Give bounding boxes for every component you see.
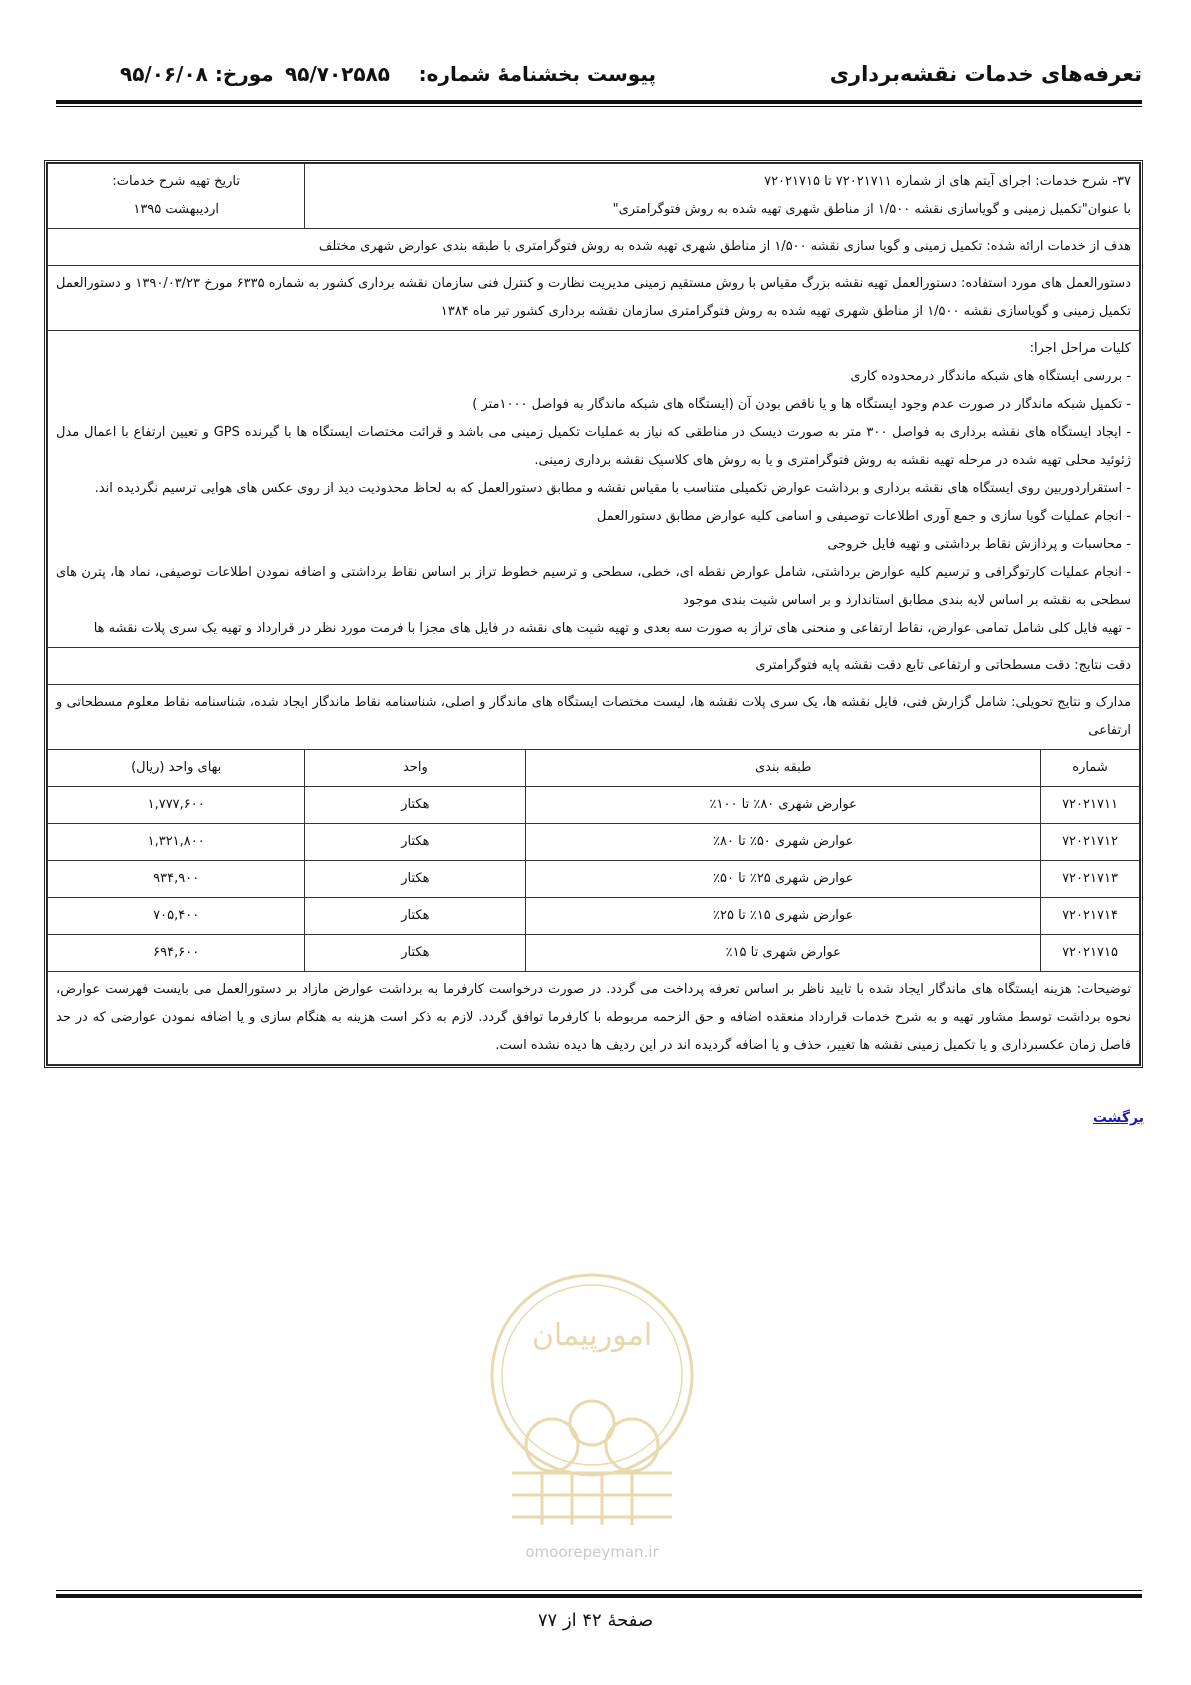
row-unit: هکتار xyxy=(305,898,526,935)
row-price: ۱,۷۷۷,۶۰۰ xyxy=(48,787,305,824)
seal-logo-text: امورپیمان xyxy=(531,1318,653,1353)
row-number: ۷۲۰۲۱۷۱۱ xyxy=(1041,787,1140,824)
row-number: ۷۲۰۲۱۷۱۴ xyxy=(1041,898,1140,935)
goal-cell: هدف از خدمات ارائه شده: تکمیل زمینی و گویا سازی نقشه ۱/۵۰۰ از مناطق شهری تهیه شده به روش فتوگرامتری با طبقه بندی عوارض شهری مختلف xyxy=(48,229,1140,266)
header-rule-thick xyxy=(56,100,1142,104)
row-price: ۱,۳۲۱,۸۰۰ xyxy=(48,824,305,861)
header-classification: طبقه بندی xyxy=(526,750,1041,787)
attachment-label: پیوست بخشنامهٔ شماره: xyxy=(418,62,656,86)
seal-graphic xyxy=(482,1245,702,1565)
step-item: - انجام عملیات کارتوگرافی و ترسیم کلیه عوارض برداشتی، شامل عوارض نقطه ای، خطی، سطحی و ترسیم خطوط تراز بر اساس نقاط برداشتی و اضافه نمودن اطلاعات توصیفی، نماد ها، پترن های سطحی به نقشه بر اساس لایه بندی مطابق استاندارد و بر اساس شیت بندی موجود xyxy=(56,565,1131,608)
page-number: صفحهٔ ۴۲ از ۷۷ xyxy=(537,1610,654,1631)
row-classification: عوارض شهری تا ۱۵٪ xyxy=(526,935,1041,972)
row-classification: عوارض شهری ۵۰٪ تا ۸۰٪ xyxy=(526,824,1041,861)
row-price: ۷۰۵,۴۰۰ xyxy=(48,898,305,935)
row-unit: هکتار xyxy=(305,787,526,824)
step-item: - انجام عملیات گویا سازی و جمع آوری اطلاعات توصیفی و اسامی کلیه عوارض مطابق دستورالعمل xyxy=(596,509,1131,524)
steps-cell xyxy=(48,331,1140,648)
row-classification: عوارض شهری ۱۵٪ تا ۲۵٪ xyxy=(526,898,1041,935)
accuracy-cell: دقت نتایج: دقت مسطحاتی و ارتفاعی تابع دقت نقشه پایه فتوگرامتری xyxy=(48,648,1140,685)
circular-date: مورخ: ۹۵/۰۶/۰۸ xyxy=(120,62,274,86)
circular-number: ۹۵/۷۰۲۵۸۵ xyxy=(285,62,390,86)
steps-title: کلیات مراحل اجرا: xyxy=(1029,341,1131,356)
service-description-box xyxy=(44,160,1143,1068)
step-item: - ایجاد ایستگاه های نقشه برداری به فواصل ۳۰۰ متر به صورت دیسک در مناطقی که نیاز به عملیات تکمیل زمینی می باشد و قرائت مختصات ایستگاه ها با گیرنده GPS و تعیین ارتفاع با اعمال مدل ژئوئید محلی تهیه شده در مرحله تهیه نقشه به روش فتوگرامتری و یا به روش های کلاسیک نقشه برداری زمینی. xyxy=(56,425,1132,468)
footer-rule-thick xyxy=(56,1594,1142,1598)
step-item: - استقراردوربین روی ایستگاه های نقشه برداری و برداشت عوارض تکمیلی متناسب با مقیاس نقشه و مطابق دستورالعمل که به لحاظ محدودیت دید از روی عکس های هوایی ترسیم نگردیده اند. xyxy=(94,481,1131,496)
service-title-line2: با عنوان"تکمیل زمینی و گویاسازی نقشه ۱/۵۰۰ از مناطق شهری تهیه شده به روش فتوگرامتری" xyxy=(612,202,1131,217)
row-price: ۶۹۴,۶۰۰ xyxy=(48,935,305,972)
watermark-seal xyxy=(482,1245,702,1565)
service-date-value: اردیبهشت ۱۳۹۵ xyxy=(133,202,219,217)
service-date-label: تاریخ تهیه شرح خدمات: xyxy=(112,174,240,189)
row-price: ۹۳۴,۹۰۰ xyxy=(48,861,305,898)
service-title-cell xyxy=(305,164,1140,229)
service-table xyxy=(47,163,1140,1065)
instructions-cell: دستورالعمل های مورد استفاده: دستورالعمل تهیه نقشه بزرگ مقیاس با روش مستقیم زمینی مدیریت نظارت و کنترل فنی سازمان نقشه برداری کشور به شماره ۶۳۳۵ مورخ ۱۳۹۰/۰۳/۲۳ و دستورالعمل تکمیل زمینی و گویاسازی نقشه ۱/۵۰۰ از مناطق شهری تهیه شده به روش فتوگرامتری سازمان نقشه برداری کشور تیر ماه ۱۳۸۴ xyxy=(48,266,1140,331)
row-number: ۷۲۰۲۱۷۱۳ xyxy=(1041,861,1140,898)
row-unit: هکتار xyxy=(305,861,526,898)
service-title-line1: ۳۷- شرح خدمات: اجرای آیتم های از شماره ۷۲۰۲۱۷۱۱ تا ۷۲۰۲۱۷۱۵ xyxy=(764,174,1131,189)
header-number: شماره xyxy=(1041,750,1140,787)
row-classification: عوارض شهری ۲۵٪ تا ۵۰٪ xyxy=(526,861,1041,898)
row-number: ۷۲۰۲۱۷۱۲ xyxy=(1041,824,1140,861)
step-item: - محاسبات و پردازش نقاط برداشتی و تهیه فایل خروجی xyxy=(827,537,1131,552)
footer-rule-thin xyxy=(56,1590,1142,1591)
page-header xyxy=(56,52,1142,104)
notes-cell: توضیحات: هزینه ایستگاه های ماندگار ایجاد شده با تایید ناظر بر اساس تعرفه پرداخت می گردد. در صورت درخواست کارفرما به برداشت عوارض مازاد بر دستورالعمل می بایست فهرست عوارض، نحوه برداشت توسط مشاور تهیه و به شرح خدمات قرارداد منعقده اضافه و حق الزحمه مربوطه با کارفرما توافق گردد. لازم به ذکر است هزینه به هنگام سازی و یا اضافه نمودن عوارضی که در حد فاصل زمان عکسبرداری و یا تکمیل زمینی نقشه ها تغییر، حذف و یا اضافه گردیده اند در این ردیف ها دیده نشده است. xyxy=(48,972,1140,1065)
document-title: تعرفه‌های خدمات نقشه‌برداری xyxy=(829,62,1142,86)
service-title-row xyxy=(48,164,1140,229)
price-table-header xyxy=(48,750,1140,787)
step-item: - بررسی ایستگاه های شبکه ماندگار درمحدوده کاری xyxy=(850,369,1131,384)
table-row xyxy=(48,898,1140,935)
row-unit: هکتار xyxy=(305,935,526,972)
row-unit: هکتار xyxy=(305,824,526,861)
deliverables-cell: مدارک و نتایج تحویلی: شامل گزارش فنی، فایل نقشه ها، یک سری پلات نقشه ها، لیست مختصات ایستگاه های ماندگار و اصلی، شناسنامه نقاط ماندگار ایجاد شده، شناسنامه نقاط معلوم مسطحاتی و ارتفاعی xyxy=(48,685,1140,750)
header-rule-thin xyxy=(56,106,1142,107)
service-date-cell xyxy=(48,164,305,229)
step-item: - تهیه فایل کلی شامل تمامی عوارض، نقاط ارتفاعی و منحنی های تراز به صورت سه بعدی و تهیه شیت های نقشه در فایل های مجزا با فرمت مورد نظر در قرارداد و تهیه یک سری پلات نقشه ها xyxy=(93,621,1131,636)
step-item: - تکمیل شبکه ماندگار در صورت عدم وجود ایستگاه ها و یا ناقص بودن آن (ایستگاه های شبکه ماندگار به فواصل ۱۰۰۰متر ) xyxy=(472,397,1131,412)
seal-url: omoorepeyman.ir xyxy=(525,1543,659,1561)
header-price: بهای واحد (ریال) xyxy=(48,750,305,787)
row-number: ۷۲۰۲۱۷۱۵ xyxy=(1041,935,1140,972)
table-row xyxy=(48,861,1140,898)
table-row xyxy=(48,935,1140,972)
table-row xyxy=(48,787,1140,824)
row-classification: عوارض شهری ۸۰٪ تا ۱۰۰٪ xyxy=(526,787,1041,824)
table-row xyxy=(48,824,1140,861)
back-link[interactable]: برگشت xyxy=(1092,1110,1144,1126)
header-unit: واحد xyxy=(305,750,526,787)
